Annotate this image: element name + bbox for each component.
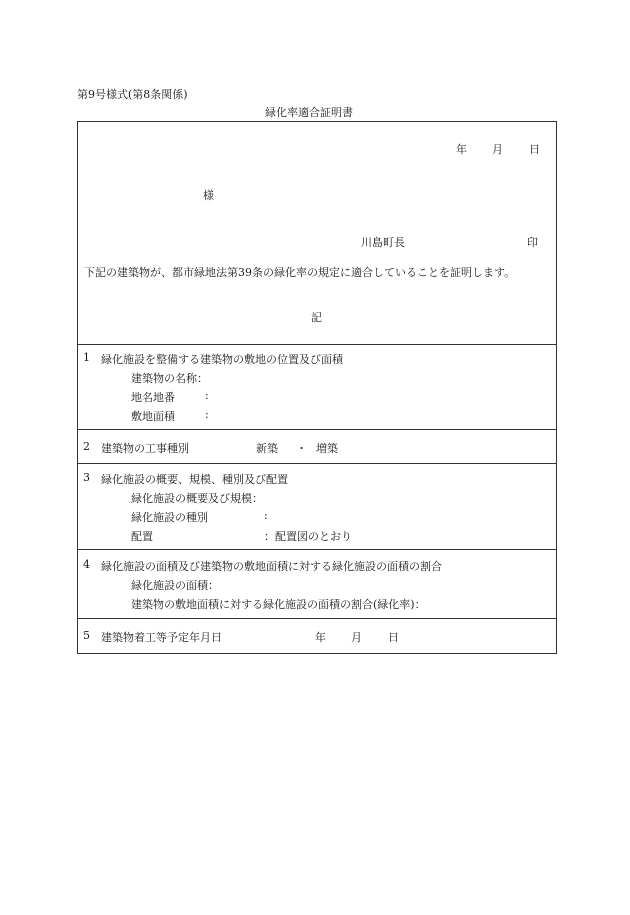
form-number: 第9号様式(第8条関係) (77, 88, 188, 101)
green-area-label: 緑化施設の面積： (131, 579, 219, 592)
section-4-title: 緑化施設の面積及び建築物の敷地面積に対する緑化施設の面積の割合 (101, 560, 442, 573)
section-1-title: 緑化施設を整備する建築物の敷地の位置及び面積 (101, 353, 343, 366)
ki-label: 記 (311, 311, 322, 324)
divider-2 (78, 429, 556, 430)
new-build-option: 新築 (256, 442, 278, 455)
section-3-number: 3 (83, 471, 90, 484)
layout-value: ：配置図のとおり (264, 530, 352, 543)
section-3-title: 緑化施設の概要、規模、種別及び配置 (101, 473, 288, 486)
start-day-label: 日 (388, 631, 399, 644)
layout-label: 配置 (131, 530, 153, 543)
issuer-name: 川島町長 (361, 236, 405, 249)
certification-statement: 下記の建築物が、都市緑地法第39条の緑化率の規定に適合していることを証明します。 (84, 266, 516, 279)
section-1-number: 1 (83, 351, 90, 364)
divider-3 (78, 463, 556, 464)
section-5-title: 建築物着工等予定年月日 (101, 631, 222, 644)
seal-mark: 印 (527, 236, 538, 249)
addressee-suffix: 様 (203, 189, 214, 202)
site-area-colon: : (205, 408, 209, 421)
overview-scale-label: 緑化施設の概要及び規模： (131, 492, 263, 505)
start-month-label: 月 (351, 631, 362, 644)
divider-5 (78, 618, 556, 619)
building-name-label: 建築物の名称： (131, 372, 208, 385)
date-year-label: 年 (456, 143, 467, 156)
section-2-title: 建築物の工事種別 (101, 442, 189, 455)
greening-ratio-label: 建築物の敷地面積に対する緑化施設の面積の割合(緑化率)： (131, 598, 426, 611)
divider-1 (78, 344, 556, 345)
section-5-number: 5 (83, 629, 90, 642)
divider-4 (78, 549, 556, 550)
start-year-label: 年 (315, 631, 326, 644)
extension-option: 増築 (316, 442, 338, 455)
form-table (77, 121, 557, 654)
facility-type-colon: : (264, 509, 268, 522)
facility-type-label: 緑化施設の種別 (131, 511, 208, 524)
option-separator: ・ (296, 442, 307, 455)
document-title: 緑化率適合証明書 (265, 106, 353, 119)
lot-number-colon: : (205, 389, 209, 402)
site-area-label: 敷地面積 (131, 410, 175, 423)
section-4-number: 4 (83, 558, 90, 571)
lot-number-label: 地名地番 (131, 391, 175, 404)
date-day-label: 日 (529, 143, 540, 156)
date-month-label: 月 (492, 143, 503, 156)
section-2-number: 2 (83, 440, 90, 453)
